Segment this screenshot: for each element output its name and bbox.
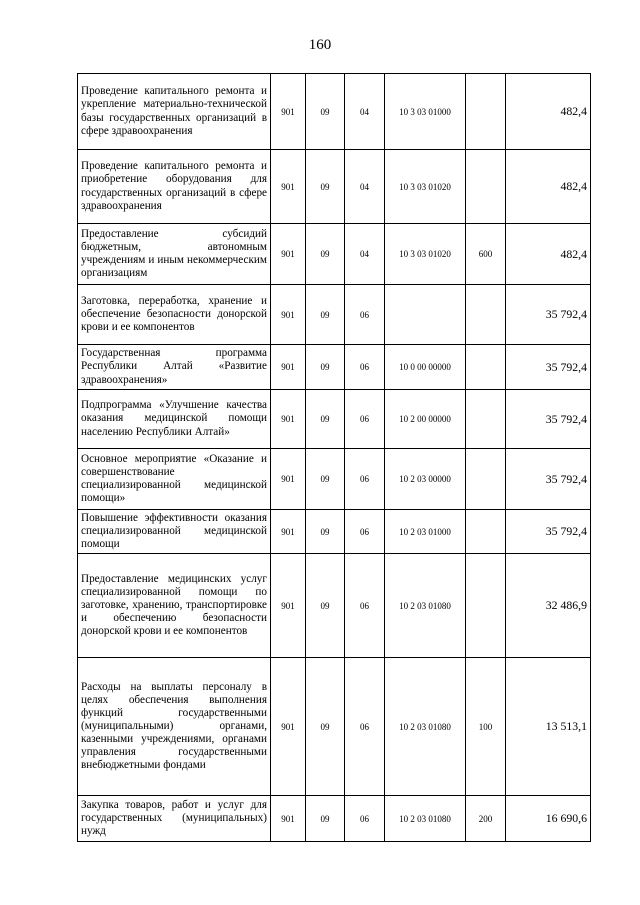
subsection-code: 06 bbox=[345, 796, 385, 842]
table-row bbox=[78, 658, 591, 796]
section-code: 09 bbox=[306, 658, 345, 796]
amount: 482,4 bbox=[506, 150, 591, 224]
subsection-code: 04 bbox=[345, 150, 385, 224]
page-number: 160 bbox=[308, 37, 332, 53]
subsection-code: 06 bbox=[345, 449, 385, 510]
target-article-code: 10 2 03 00000 bbox=[385, 449, 466, 510]
amount: 32 486,9 bbox=[506, 554, 591, 658]
table-row bbox=[78, 345, 591, 390]
section-code: 09 bbox=[306, 285, 345, 345]
target-article-code bbox=[385, 285, 466, 345]
subsection-code: 06 bbox=[345, 510, 385, 554]
expense-name: Проведение капитального ремонта и укрепление материально-технической базы государственных организаций в сфере здравоохранения bbox=[78, 74, 271, 150]
amount: 35 792,4 bbox=[506, 510, 591, 554]
amount: 16 690,6 bbox=[506, 796, 591, 842]
expense-type-code: 600 bbox=[466, 224, 506, 285]
section-code: 09 bbox=[306, 796, 345, 842]
amount: 35 792,4 bbox=[506, 345, 591, 390]
expense-type-code bbox=[466, 150, 506, 224]
subsection-code: 06 bbox=[345, 658, 385, 796]
section-code: 09 bbox=[306, 224, 345, 285]
target-article-code: 10 2 03 01080 bbox=[385, 658, 466, 796]
amount: 13 513,1 bbox=[506, 658, 591, 796]
section-code: 09 bbox=[306, 390, 345, 449]
target-article-code: 10 3 03 01020 bbox=[385, 224, 466, 285]
table-row bbox=[78, 510, 591, 554]
section-code: 09 bbox=[306, 554, 345, 658]
expense-name: Закупка товаров, работ и услуг для государственных (муниципальных) нужд bbox=[78, 796, 271, 842]
ministry-code: 901 bbox=[271, 74, 306, 150]
section-code: 09 bbox=[306, 345, 345, 390]
ministry-code: 901 bbox=[271, 658, 306, 796]
table-row bbox=[78, 390, 591, 449]
amount: 35 792,4 bbox=[506, 449, 591, 510]
section-code: 09 bbox=[306, 150, 345, 224]
ministry-code: 901 bbox=[271, 449, 306, 510]
amount: 482,4 bbox=[506, 74, 591, 150]
ministry-code: 901 bbox=[271, 345, 306, 390]
table-row bbox=[78, 554, 591, 658]
ministry-code: 901 bbox=[271, 390, 306, 449]
amount: 482,4 bbox=[506, 224, 591, 285]
expense-type-code bbox=[466, 285, 506, 345]
target-article-code: 10 2 00 00000 bbox=[385, 390, 466, 449]
target-article-code: 10 2 03 01000 bbox=[385, 510, 466, 554]
expense-name: Предоставление субсидий бюджетным, автономным учреждениям и иным некоммерческим организациям bbox=[78, 224, 271, 285]
budget-table bbox=[77, 73, 591, 842]
expense-type-code bbox=[466, 390, 506, 449]
expense-name: Основное мероприятие «Оказание и совершенствование специализированной медицинской помощи» bbox=[78, 449, 271, 510]
expense-type-code bbox=[466, 554, 506, 658]
target-article-code: 10 0 00 00000 bbox=[385, 345, 466, 390]
subsection-code: 06 bbox=[345, 345, 385, 390]
ministry-code: 901 bbox=[271, 150, 306, 224]
target-article-code: 10 3 03 01000 bbox=[385, 74, 466, 150]
expense-type-code bbox=[466, 345, 506, 390]
ministry-code: 901 bbox=[271, 224, 306, 285]
expense-name: Заготовка, переработка, хранение и обеспечение безопасности донорской крови и ее компонентов bbox=[78, 285, 271, 345]
ministry-code: 901 bbox=[271, 285, 306, 345]
expense-name: Проведение капитального ремонта и приобретение оборудования для государственных организаций в сфере здравоохранения bbox=[78, 150, 271, 224]
table-row bbox=[78, 449, 591, 510]
subsection-code: 04 bbox=[345, 224, 385, 285]
subsection-code: 04 bbox=[345, 74, 385, 150]
section-code: 09 bbox=[306, 74, 345, 150]
ministry-code: 901 bbox=[271, 510, 306, 554]
subsection-code: 06 bbox=[345, 554, 385, 658]
table-row bbox=[78, 285, 591, 345]
subsection-code: 06 bbox=[345, 390, 385, 449]
expense-name: Предоставление медицинских услуг специализированной помощи по заготовке, хранению, транспортировке и обеспечению безопасности донорской крови и ее компонентов bbox=[78, 554, 271, 658]
table-row bbox=[78, 74, 591, 150]
table-row bbox=[78, 150, 591, 224]
expense-name: Расходы на выплаты персоналу в целях обеспечения выполнения функций государственными (муниципальными) органами, казенными учреждениями, органами управления государственными внебюджетными фондами bbox=[78, 658, 271, 796]
amount: 35 792,4 bbox=[506, 285, 591, 345]
table-row bbox=[78, 224, 591, 285]
expense-name: Подпрограмма «Улучшение качества оказания медицинской помощи населению Республики Алтай» bbox=[78, 390, 271, 449]
section-code: 09 bbox=[306, 510, 345, 554]
subsection-code: 06 bbox=[345, 285, 385, 345]
target-article-code: 10 2 03 01080 bbox=[385, 554, 466, 658]
target-article-code: 10 3 03 01020 bbox=[385, 150, 466, 224]
target-article-code: 10 2 03 01080 bbox=[385, 796, 466, 842]
expense-type-code: 100 bbox=[466, 658, 506, 796]
table-row bbox=[78, 796, 591, 842]
expense-type-code bbox=[466, 74, 506, 150]
expense-name: Повышение эффективности оказания специализированной медицинской помощи bbox=[78, 510, 271, 554]
ministry-code: 901 bbox=[271, 796, 306, 842]
expense-name: Государственная программа Республики Алтай «Развитие здравоохранения» bbox=[78, 345, 271, 390]
expense-type-code bbox=[466, 510, 506, 554]
section-code: 09 bbox=[306, 449, 345, 510]
amount: 35 792,4 bbox=[506, 390, 591, 449]
ministry-code: 901 bbox=[271, 554, 306, 658]
expense-type-code: 200 bbox=[466, 796, 506, 842]
expense-type-code bbox=[466, 449, 506, 510]
